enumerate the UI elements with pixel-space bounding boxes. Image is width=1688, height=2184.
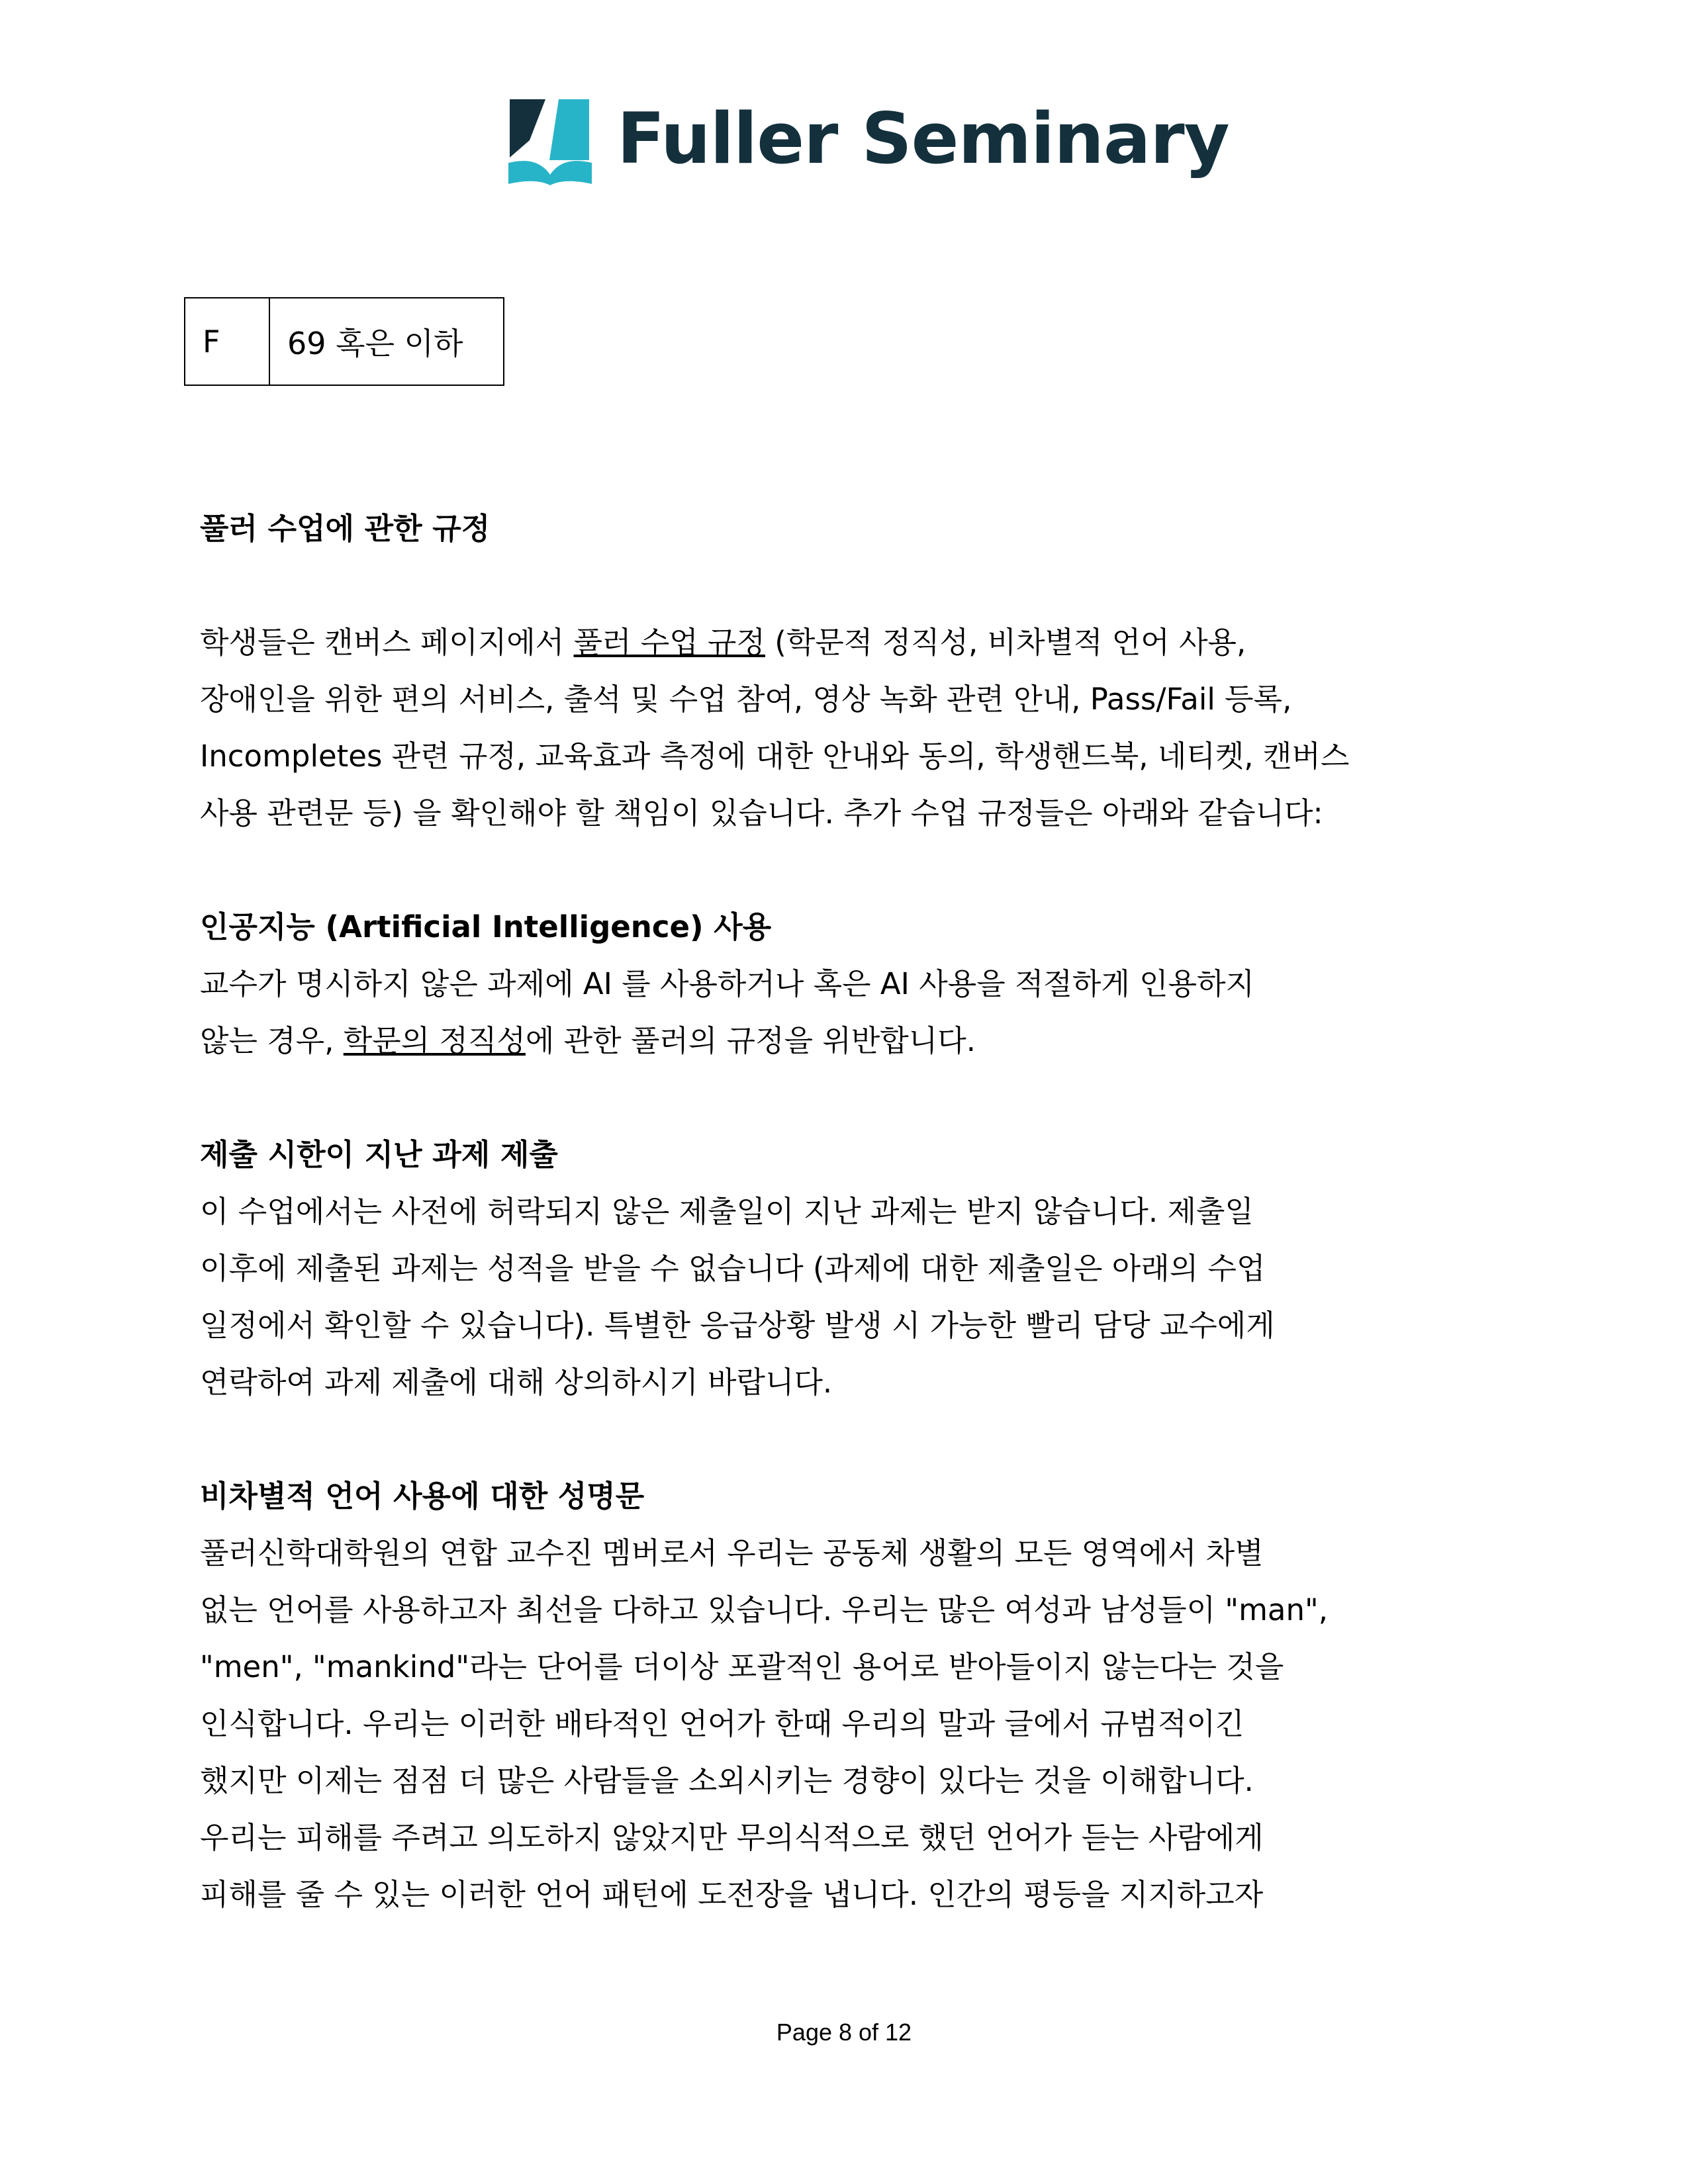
section-heading-inclusive-language: 비차별적 언어 사용에 대한 성명문 xyxy=(200,1479,645,1514)
paragraph-line: Incompletes 관련 규정, 교육효과 측정에 대한 안내와 동의, 학생핸드북, 네티켓, 캔버스 xyxy=(200,739,1350,774)
grade-letter-cell: F xyxy=(185,298,269,385)
text-span: 학생들은 캔버스 페이지에서 xyxy=(200,625,574,660)
paragraph-line xyxy=(200,614,1497,671)
grade-table xyxy=(184,297,504,386)
paragraph-line: 없는 언어를 사용하고자 최선을 다하고 있습니다. 우리는 많은 여성과 남성들이 "man", xyxy=(200,1592,1329,1627)
paragraph-line: 장애인을 위한 편의 서비스, 출석 및 수업 참여, 영상 녹화 관련 안내, Pass/Fail 등록, xyxy=(200,682,1292,717)
paragraph-line: 일정에서 확인할 수 있습니다). 특별한 응급상황 발생 시 가능한 빨리 담당 교수에게 xyxy=(200,1308,1275,1343)
academic-integrity-link[interactable]: 학문의 정직성 xyxy=(343,1023,526,1058)
paragraph-line: 연락하여 과제 제출에 대해 상의하시기 바랍니다. xyxy=(200,1365,833,1400)
text-span: 않는 경우, xyxy=(200,1023,344,1058)
paragraph-line: 이 수업에서는 사전에 허락되지 않은 제출일이 지난 과제는 받지 않습니다. 제출일 xyxy=(200,1194,1254,1229)
paragraph-line xyxy=(200,1013,1497,1069)
logo-wordmark: Fuller Seminary xyxy=(617,98,1229,179)
section-heading-late-submission: 제출 시한이 지난 과제 제출 xyxy=(200,1137,558,1172)
fuller-book-logo-icon xyxy=(506,97,594,185)
text-span: 에 관한 풀러의 규정을 위반합니다. xyxy=(525,1023,976,1058)
page-content xyxy=(200,500,1497,1923)
paragraph-line: 교수가 명시하지 않은 과제에 AI 를 사용하거나 혹은 AI 사용을 적절하게 인용하지 xyxy=(200,966,1255,1001)
page-number: Page 8 of 12 xyxy=(776,2019,912,2046)
paragraph-line: 사용 관련문 등) 을 확인해야 할 책임이 있습니다. 추가 수업 규정들은 아래와 같습니다: xyxy=(200,796,1323,831)
fuller-seminary-logo xyxy=(506,97,1229,185)
paragraph-line: 이후에 제출된 과제는 성적을 받을 수 없습니다 (과제에 대한 제출일은 아래의 수업 xyxy=(200,1251,1266,1286)
paragraph-line: 풀러신학대학원의 연합 교수진 멤버로서 우리는 공동체 생활의 모든 영역에서 차별 xyxy=(200,1535,1264,1570)
section-heading-course-policies: 풀러 수업에 관한 규정 xyxy=(200,511,491,546)
course-policies-link[interactable]: 풀러 수업 규정 xyxy=(573,625,765,660)
section-heading-ai: 인공지능 (Artificial Intelligence) 사용 xyxy=(200,909,772,944)
paragraph-line: 우리는 피해를 주려고 의도하지 않았지만 무의식적으로 했던 언어가 듣는 사람에게 xyxy=(200,1820,1264,1855)
paragraph-line: 인식합니다. 우리는 이러한 배타적인 언어가 한때 우리의 말과 글에서 규범적이긴 xyxy=(200,1706,1244,1741)
table-row xyxy=(185,298,504,385)
text-span: (학문적 정직성, 비차별적 언어 사용, xyxy=(765,625,1246,660)
grade-range-cell: 69 혹은 이하 xyxy=(269,298,504,385)
paragraph-line: 했지만 이제는 점점 더 많은 사람들을 소외시키는 경향이 있다는 것을 이해합니다. xyxy=(200,1763,1254,1798)
paragraph-line: 피해를 줄 수 있는 이러한 언어 패턴에 도전장을 냅니다. 인간의 평등을 지지하고자 xyxy=(200,1877,1264,1912)
paragraph-line: "men", "mankind"라는 단어를 더이상 포괄적인 용어로 받아들이지 않는다는 것을 xyxy=(200,1649,1284,1684)
